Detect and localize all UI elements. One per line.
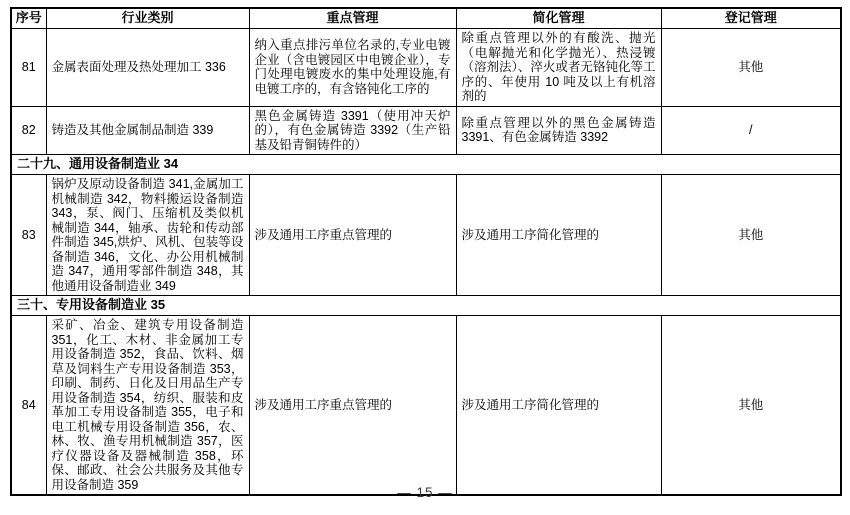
table-row xyxy=(11,316,841,496)
table-row xyxy=(11,175,841,296)
column-header-registration-management: 登记管理 xyxy=(661,8,841,29)
cell-registration-management: / xyxy=(661,106,841,155)
cell-registration-management: 其他 xyxy=(661,29,841,107)
cell-serial: 84 xyxy=(11,316,46,496)
cell-key-management: 黑色金属铸造 3391（使用冲天炉的），有色金属铸造 3392（生产铅基及铅青铜铸件的） xyxy=(249,106,456,155)
section-header-row xyxy=(11,296,841,316)
section-header-row xyxy=(11,155,841,175)
table-header-row xyxy=(11,8,841,29)
cell-serial: 83 xyxy=(11,175,46,296)
cell-simplified-management: 涉及通用工序简化管理的 xyxy=(456,175,661,296)
cell-registration-management: 其他 xyxy=(661,316,841,496)
cell-serial: 82 xyxy=(11,106,46,155)
column-header-key-management: 重点管理 xyxy=(249,8,456,29)
cell-industry: 锅炉及原动设备制造 341,金属加工机械制造 342，物料搬运设备制造 343，泵、阀门、压缩机及类似机械制造 344，轴承、齿轮和传动部件制造 345,烘炉、风机、包装等设备制造 346，文化、办公用机械制造 347，通用零部件制造 348，其他通用设备制造业 349 xyxy=(46,175,249,296)
cell-industry: 金属表面处理及热处理加工 336 xyxy=(46,29,249,107)
page-number: — 15 — xyxy=(397,485,453,500)
section-header-label: 二十九、通用设备制造业 34 xyxy=(11,155,841,175)
cell-simplified-management: 除重点管理以外的有酸洗、抛光（电解抛光和化学抛光）、热浸镀（溶剂法）、淬火或者无铬钝化等工序的、年使用 10 吨及以上有机溶剂的 xyxy=(456,29,661,107)
permit-classification-table xyxy=(10,7,842,496)
section-header-label: 三十、专用设备制造业 35 xyxy=(11,296,841,316)
cell-simplified-management: 涉及通用工序简化管理的 xyxy=(456,316,661,496)
cell-key-management: 涉及通用工序重点管理的 xyxy=(249,175,456,296)
cell-simplified-management: 除重点管理以外的黑色金属铸造 3391、有色金属铸造 3392 xyxy=(456,106,661,155)
column-header-industry: 行业类别 xyxy=(46,8,249,29)
table-row xyxy=(11,106,841,155)
cell-key-management: 涉及通用工序重点管理的 xyxy=(249,316,456,496)
cell-registration-management: 其他 xyxy=(661,175,841,296)
cell-serial: 81 xyxy=(11,29,46,107)
column-header-serial: 序号 xyxy=(11,8,46,29)
cell-key-management: 纳入重点排污单位名录的,专业电镀企业（含电镀园区中电镀企业），专门处理电镀废水的集中处理设施,有电镀工序的，有含铬钝化工序的 xyxy=(249,29,456,107)
table-row xyxy=(11,29,841,107)
cell-industry: 铸造及其他金属制品制造 339 xyxy=(46,106,249,155)
cell-industry: 采矿、冶金、建筑专用设备制造 351，化工、木材、非金属加工专用设备制造 352，食品、饮料、烟草及饲料生产专用设备制造 353，印刷、制药、日化及日用品生产专用设备制造 354，纺织、服装和皮革加工专用设备制造 355，电子和电工机械专用设备制造 356，农、林、牧、渔专用机械制造 357，医疗仪器设备及器械制造 358，环保、邮政、社会公共服务及其他专用设备制造 359 xyxy=(46,316,249,496)
column-header-simplified-management: 简化管理 xyxy=(456,8,661,29)
